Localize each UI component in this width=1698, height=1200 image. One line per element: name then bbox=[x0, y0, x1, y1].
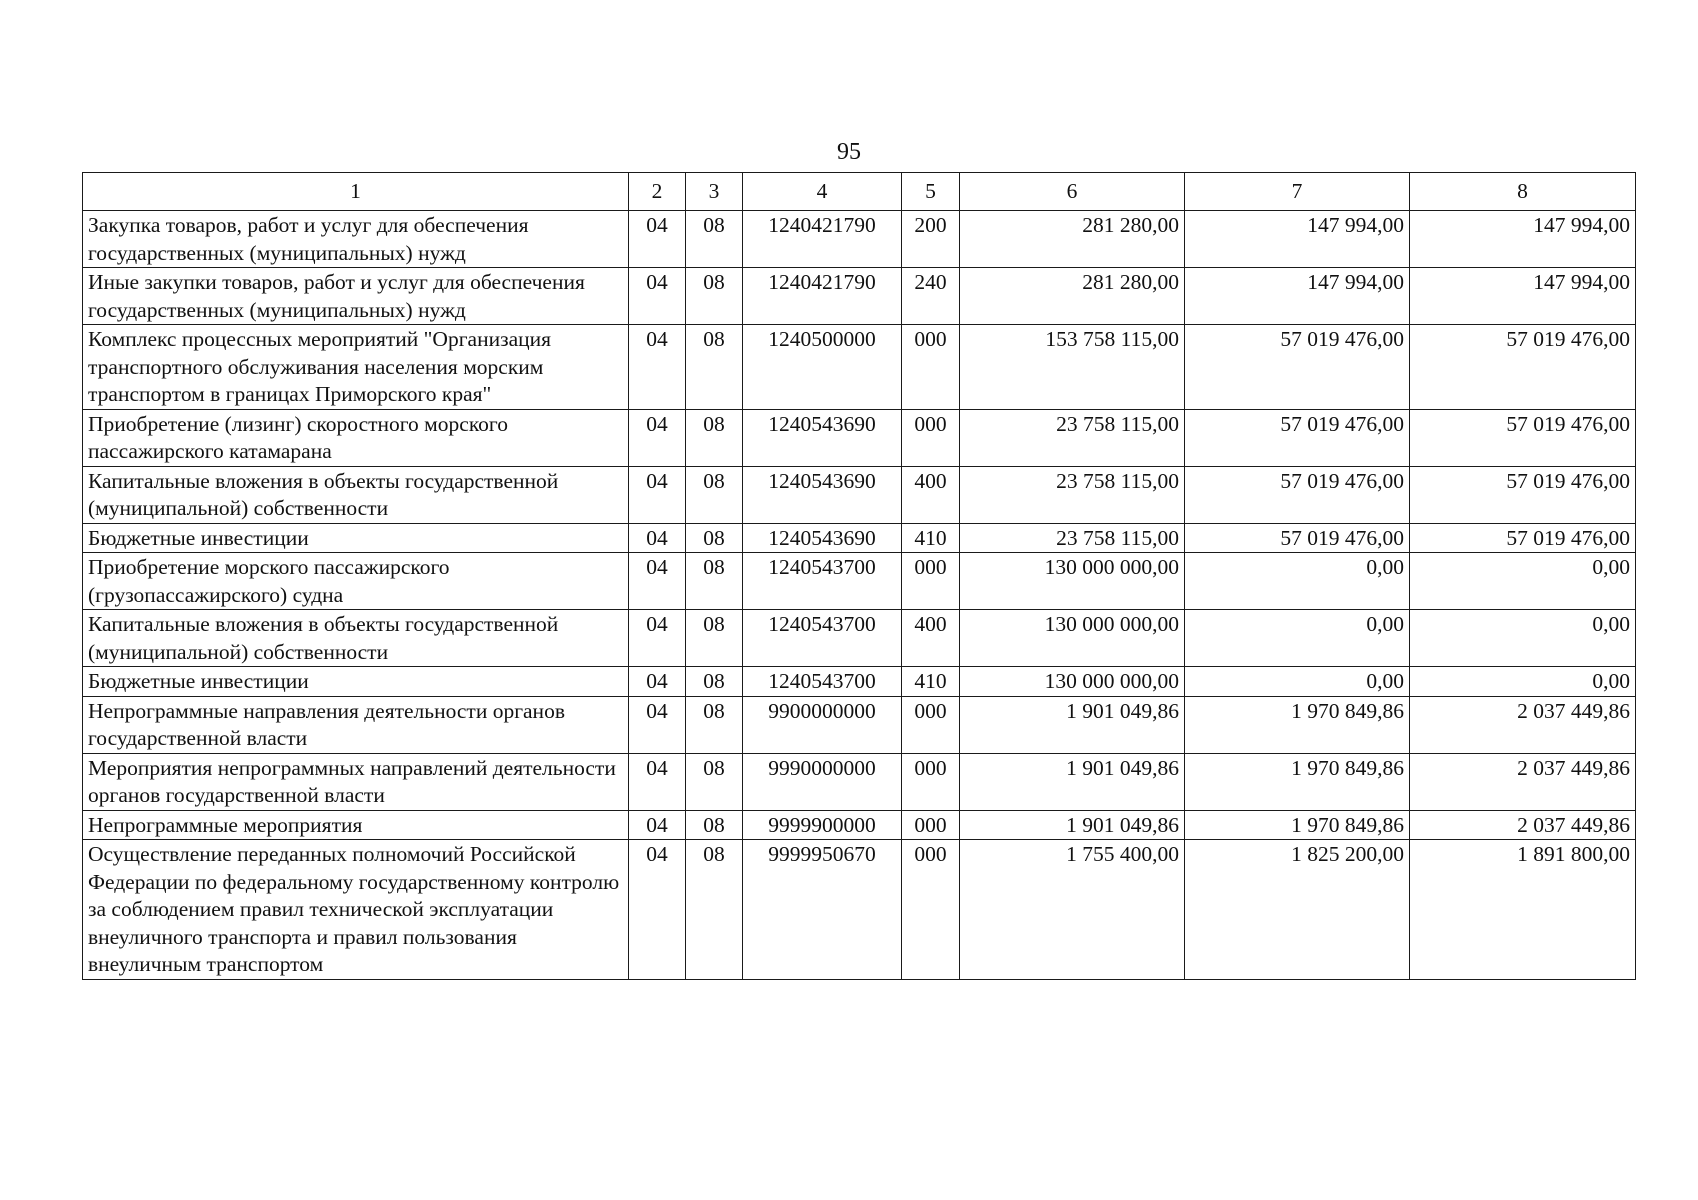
row-amount-1-cell: 23 758 115,00 bbox=[960, 409, 1185, 466]
row-expense-type-cell: 000 bbox=[902, 696, 960, 753]
row-expense-type-cell: 410 bbox=[902, 667, 960, 697]
column-header: 5 bbox=[902, 173, 960, 211]
row-amount-2-cell: 147 994,00 bbox=[1185, 268, 1410, 325]
row-amount-2-cell: 0,00 bbox=[1185, 553, 1410, 610]
row-amount-2-cell: 57 019 476,00 bbox=[1185, 466, 1410, 523]
row-amount-3-cell: 0,00 bbox=[1410, 610, 1636, 667]
row-amount-3-cell: 0,00 bbox=[1410, 667, 1636, 697]
row-amount-2-cell: 57 019 476,00 bbox=[1185, 523, 1410, 553]
row-expense-type-cell: 000 bbox=[902, 810, 960, 840]
row-section-cell: 04 bbox=[629, 466, 686, 523]
row-amount-1-cell: 23 758 115,00 bbox=[960, 523, 1185, 553]
column-header: 3 bbox=[686, 173, 743, 211]
row-name-cell: Закупка товаров, работ и услуг для обеспечения государственных (муниципальных) нужд bbox=[83, 211, 629, 268]
row-subsection-cell: 08 bbox=[686, 696, 743, 753]
column-header: 7 bbox=[1185, 173, 1410, 211]
row-name-cell: Бюджетные инвестиции bbox=[83, 523, 629, 553]
row-target-article-cell: 1240421790 bbox=[743, 268, 902, 325]
row-section-cell: 04 bbox=[629, 753, 686, 810]
row-subsection-cell: 08 bbox=[686, 610, 743, 667]
row-section-cell: 04 bbox=[629, 553, 686, 610]
table-header-row bbox=[83, 173, 1636, 211]
row-name-cell: Капитальные вложения в объекты государственной (муниципальной) собственности bbox=[83, 466, 629, 523]
row-name-cell: Капитальные вложения в объекты государственной (муниципальной) собственности bbox=[83, 610, 629, 667]
row-target-article-cell: 1240543690 bbox=[743, 523, 902, 553]
row-expense-type-cell: 200 bbox=[902, 211, 960, 268]
table-row bbox=[83, 268, 1636, 325]
row-amount-3-cell: 2 037 449,86 bbox=[1410, 810, 1636, 840]
table-row bbox=[83, 553, 1636, 610]
row-amount-3-cell: 57 019 476,00 bbox=[1410, 409, 1636, 466]
column-header: 4 bbox=[743, 173, 902, 211]
row-section-cell: 04 bbox=[629, 268, 686, 325]
row-name-cell: Непрограммные мероприятия bbox=[83, 810, 629, 840]
row-target-article-cell: 9900000000 bbox=[743, 696, 902, 753]
row-amount-3-cell: 57 019 476,00 bbox=[1410, 523, 1636, 553]
row-amount-2-cell: 1 825 200,00 bbox=[1185, 840, 1410, 980]
row-amount-1-cell: 281 280,00 bbox=[960, 268, 1185, 325]
row-amount-1-cell: 281 280,00 bbox=[960, 211, 1185, 268]
row-expense-type-cell: 410 bbox=[902, 523, 960, 553]
table-row bbox=[83, 523, 1636, 553]
row-amount-1-cell: 130 000 000,00 bbox=[960, 553, 1185, 610]
row-amount-3-cell: 2 037 449,86 bbox=[1410, 753, 1636, 810]
column-header: 8 bbox=[1410, 173, 1636, 211]
row-target-article-cell: 9999900000 bbox=[743, 810, 902, 840]
table-row bbox=[83, 667, 1636, 697]
row-name-cell: Бюджетные инвестиции bbox=[83, 667, 629, 697]
row-amount-3-cell: 1 891 800,00 bbox=[1410, 840, 1636, 980]
row-amount-1-cell: 1 901 049,86 bbox=[960, 696, 1185, 753]
row-section-cell: 04 bbox=[629, 810, 686, 840]
row-amount-1-cell: 130 000 000,00 bbox=[960, 610, 1185, 667]
budget-table bbox=[82, 172, 1636, 980]
row-target-article-cell: 1240543690 bbox=[743, 466, 902, 523]
row-amount-1-cell: 1 755 400,00 bbox=[960, 840, 1185, 980]
table-row bbox=[83, 840, 1636, 980]
row-name-cell: Мероприятия непрограммных направлений деятельности органов государственной власти bbox=[83, 753, 629, 810]
row-target-article-cell: 1240500000 bbox=[743, 325, 902, 410]
table-row bbox=[83, 610, 1636, 667]
row-subsection-cell: 08 bbox=[686, 325, 743, 410]
row-expense-type-cell: 400 bbox=[902, 466, 960, 523]
table-row bbox=[83, 810, 1636, 840]
row-target-article-cell: 1240543690 bbox=[743, 409, 902, 466]
row-amount-2-cell: 1 970 849,86 bbox=[1185, 696, 1410, 753]
column-header: 6 bbox=[960, 173, 1185, 211]
row-target-article-cell: 1240543700 bbox=[743, 667, 902, 697]
row-subsection-cell: 08 bbox=[686, 810, 743, 840]
row-target-article-cell: 9990000000 bbox=[743, 753, 902, 810]
row-amount-1-cell: 1 901 049,86 bbox=[960, 810, 1185, 840]
row-subsection-cell: 08 bbox=[686, 753, 743, 810]
row-section-cell: 04 bbox=[629, 409, 686, 466]
row-amount-1-cell: 153 758 115,00 bbox=[960, 325, 1185, 410]
table-row bbox=[83, 211, 1636, 268]
row-amount-2-cell: 57 019 476,00 bbox=[1185, 409, 1410, 466]
row-amount-2-cell: 1 970 849,86 bbox=[1185, 753, 1410, 810]
row-section-cell: 04 bbox=[629, 211, 686, 268]
row-amount-2-cell: 147 994,00 bbox=[1185, 211, 1410, 268]
row-amount-3-cell: 147 994,00 bbox=[1410, 211, 1636, 268]
row-target-article-cell: 1240421790 bbox=[743, 211, 902, 268]
row-name-cell: Непрограммные направления деятельности органов государственной власти bbox=[83, 696, 629, 753]
row-amount-2-cell: 0,00 bbox=[1185, 610, 1410, 667]
row-amount-3-cell: 147 994,00 bbox=[1410, 268, 1636, 325]
row-subsection-cell: 08 bbox=[686, 667, 743, 697]
table-row bbox=[83, 696, 1636, 753]
row-amount-3-cell: 57 019 476,00 bbox=[1410, 325, 1636, 410]
table-row bbox=[83, 466, 1636, 523]
row-expense-type-cell: 000 bbox=[902, 553, 960, 610]
row-target-article-cell: 1240543700 bbox=[743, 610, 902, 667]
row-amount-1-cell: 1 901 049,86 bbox=[960, 753, 1185, 810]
row-subsection-cell: 08 bbox=[686, 553, 743, 610]
row-amount-3-cell: 0,00 bbox=[1410, 553, 1636, 610]
row-subsection-cell: 08 bbox=[686, 523, 743, 553]
row-expense-type-cell: 000 bbox=[902, 753, 960, 810]
row-subsection-cell: 08 bbox=[686, 466, 743, 523]
row-expense-type-cell: 000 bbox=[902, 840, 960, 980]
row-subsection-cell: 08 bbox=[686, 840, 743, 980]
row-amount-3-cell: 2 037 449,86 bbox=[1410, 696, 1636, 753]
row-name-cell: Приобретение морского пассажирского (грузопассажирского) судна bbox=[83, 553, 629, 610]
row-target-article-cell: 9999950670 bbox=[743, 840, 902, 980]
row-amount-2-cell: 57 019 476,00 bbox=[1185, 325, 1410, 410]
row-expense-type-cell: 000 bbox=[902, 409, 960, 466]
row-amount-1-cell: 130 000 000,00 bbox=[960, 667, 1185, 697]
row-subsection-cell: 08 bbox=[686, 211, 743, 268]
row-amount-3-cell: 57 019 476,00 bbox=[1410, 466, 1636, 523]
column-header: 2 bbox=[629, 173, 686, 211]
row-name-cell: Осуществление переданных полномочий Российской Федерации по федеральному государственному контролю за соблюдением правил технической эксплуатации внеуличного транспорта и правил пользования внеуличным транспортом bbox=[83, 840, 629, 980]
row-subsection-cell: 08 bbox=[686, 409, 743, 466]
row-section-cell: 04 bbox=[629, 696, 686, 753]
row-expense-type-cell: 000 bbox=[902, 325, 960, 410]
row-amount-1-cell: 23 758 115,00 bbox=[960, 466, 1185, 523]
column-header: 1 bbox=[83, 173, 629, 211]
row-section-cell: 04 bbox=[629, 325, 686, 410]
row-amount-2-cell: 1 970 849,86 bbox=[1185, 810, 1410, 840]
row-expense-type-cell: 240 bbox=[902, 268, 960, 325]
row-subsection-cell: 08 bbox=[686, 268, 743, 325]
row-section-cell: 04 bbox=[629, 840, 686, 980]
row-amount-2-cell: 0,00 bbox=[1185, 667, 1410, 697]
row-name-cell: Комплекс процессных мероприятий "Организация транспортного обслуживания населения морским транспортом в границах Приморского края" bbox=[83, 325, 629, 410]
row-expense-type-cell: 400 bbox=[902, 610, 960, 667]
table-row bbox=[83, 409, 1636, 466]
row-name-cell: Иные закупки товаров, работ и услуг для обеспечения государственных (муниципальных) нужд bbox=[83, 268, 629, 325]
row-section-cell: 04 bbox=[629, 667, 686, 697]
table-row bbox=[83, 753, 1636, 810]
table-row bbox=[83, 325, 1636, 410]
row-target-article-cell: 1240543700 bbox=[743, 553, 902, 610]
row-name-cell: Приобретение (лизинг) скоростного морского пассажирского катамарана bbox=[83, 409, 629, 466]
row-section-cell: 04 bbox=[629, 610, 686, 667]
page-number: 95 bbox=[837, 139, 861, 165]
row-section-cell: 04 bbox=[629, 523, 686, 553]
